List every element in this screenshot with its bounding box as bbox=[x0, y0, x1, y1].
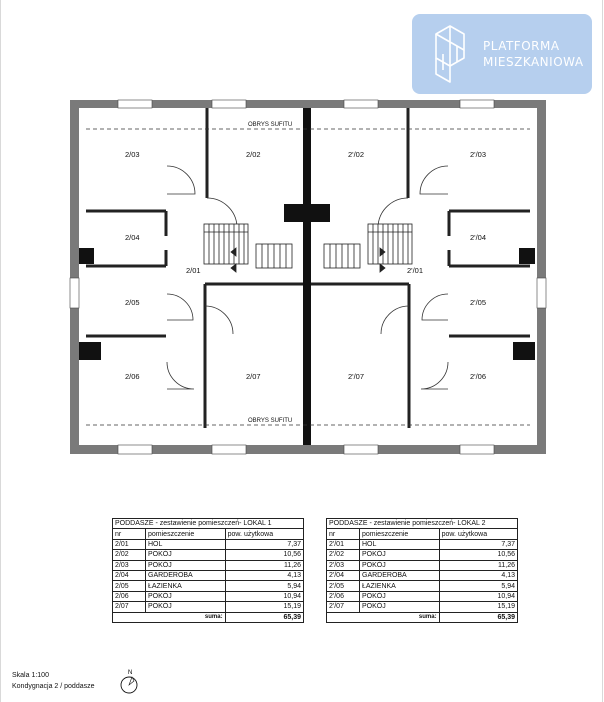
room-label: 2/04 bbox=[125, 233, 140, 242]
table-row bbox=[113, 602, 304, 612]
cell-room: ŁAZIENKA bbox=[146, 581, 226, 591]
column-header: nr bbox=[327, 529, 360, 539]
column-header: pow. użytkowa bbox=[225, 529, 303, 539]
table-row bbox=[327, 550, 518, 560]
scale-label: Skala 1:100 bbox=[12, 672, 49, 679]
table-row bbox=[113, 581, 304, 591]
ceiling-label-bottom: OBRYS SUFITU bbox=[248, 418, 293, 424]
cell-nr: 2/04 bbox=[113, 570, 146, 580]
table-row bbox=[113, 539, 304, 549]
cell-room: HOL bbox=[360, 539, 440, 549]
table-header-row bbox=[113, 529, 304, 539]
table-row bbox=[113, 550, 304, 560]
table-row bbox=[327, 602, 518, 612]
sum-label: suma: bbox=[113, 612, 226, 622]
cell-nr: 2/01 bbox=[113, 539, 146, 549]
room-label: 2'/04 bbox=[470, 233, 487, 242]
room-label: 2/07 bbox=[246, 372, 261, 381]
table-sum-row bbox=[327, 612, 518, 622]
cell-nr: 2/05 bbox=[113, 581, 146, 591]
cell-nr: 2/07 bbox=[113, 602, 146, 612]
table-row bbox=[327, 581, 518, 591]
room-label: 2/02 bbox=[246, 150, 261, 159]
table-title: PODDASZE - zestawienie pomieszczeń- LOKAL 2 bbox=[327, 519, 518, 529]
cell-area: 15,19 bbox=[439, 602, 517, 612]
cell-area: 10,94 bbox=[439, 591, 517, 601]
cell-area: 5,94 bbox=[439, 581, 517, 591]
cell-nr: 2'/03 bbox=[327, 560, 360, 570]
cell-area: 4,13 bbox=[225, 570, 303, 580]
cell-area: 11,26 bbox=[225, 560, 303, 570]
ceiling-label-top: OBRYS SUFITU bbox=[248, 122, 293, 128]
cell-room: GARDEROBA bbox=[146, 570, 226, 580]
brand-logo bbox=[412, 14, 592, 94]
cell-nr: 2'/07 bbox=[327, 602, 360, 612]
brand-line-2: MIESZKANIOWA bbox=[483, 55, 584, 69]
table-title: PODDASZE - zestawienie pomieszczeń- LOKAL 1 bbox=[113, 519, 304, 529]
cell-area: 4,13 bbox=[439, 570, 517, 580]
north-label: N bbox=[128, 670, 133, 676]
room-label: 2'/07 bbox=[348, 372, 365, 381]
cell-nr: 2/03 bbox=[113, 560, 146, 570]
cell-nr: 2'/06 bbox=[327, 591, 360, 601]
sum-value: 65,39 bbox=[225, 612, 303, 622]
cell-area: 11,26 bbox=[439, 560, 517, 570]
cell-nr: 2'/01 bbox=[327, 539, 360, 549]
column-header: pomieszczenie bbox=[146, 529, 226, 539]
table-row bbox=[327, 570, 518, 580]
cell-area: 10,56 bbox=[439, 550, 517, 560]
room-label: 2/03 bbox=[125, 150, 140, 159]
north-arrow-icon bbox=[117, 667, 143, 695]
cell-room: POKÓJ bbox=[146, 550, 226, 560]
cell-room: POKÓJ bbox=[360, 591, 440, 601]
room-schedule-lokal-2 bbox=[326, 518, 518, 623]
room-label: 2'/02 bbox=[348, 150, 365, 159]
cell-room: POKÓJ bbox=[146, 591, 226, 601]
table-row bbox=[327, 560, 518, 570]
cell-room: POKÓJ bbox=[146, 560, 226, 570]
cell-room: POKÓJ bbox=[146, 602, 226, 612]
table-sum-row bbox=[113, 612, 304, 622]
cell-area: 15,19 bbox=[225, 602, 303, 612]
logo-cube-icon bbox=[420, 14, 480, 94]
cell-nr: 2'/02 bbox=[327, 550, 360, 560]
cell-area: 7,37 bbox=[225, 539, 303, 549]
cell-area: 5,94 bbox=[225, 581, 303, 591]
column-header: pow. użytkowa bbox=[439, 529, 517, 539]
sum-value: 65,39 bbox=[439, 612, 517, 622]
cell-area: 10,94 bbox=[225, 591, 303, 601]
cell-nr: 2'/04 bbox=[327, 570, 360, 580]
table-row bbox=[113, 560, 304, 570]
room-label: 2'/06 bbox=[470, 372, 487, 381]
room-label: 2/06 bbox=[125, 372, 140, 381]
party-wall bbox=[303, 108, 311, 445]
cell-room: HOL bbox=[146, 539, 226, 549]
column-header: pomieszczenie bbox=[360, 529, 440, 539]
room-label: 2'/03 bbox=[470, 150, 487, 159]
cell-room: POKÓJ bbox=[360, 602, 440, 612]
room-label: 2'/05 bbox=[470, 298, 487, 307]
drawing-info bbox=[12, 670, 95, 692]
level-label: Kondygnacja 2 / poddasze bbox=[12, 683, 95, 690]
room-label: 2/05 bbox=[125, 298, 140, 307]
cell-area: 7,37 bbox=[439, 539, 517, 549]
room-schedule-lokal-1 bbox=[112, 518, 304, 623]
table-row bbox=[113, 591, 304, 601]
sum-label: suma: bbox=[327, 612, 440, 622]
cell-room: POKÓJ bbox=[360, 560, 440, 570]
table-row bbox=[113, 570, 304, 580]
table-header-row bbox=[327, 529, 518, 539]
cell-nr: 2/06 bbox=[113, 591, 146, 601]
cell-room: POKÓJ bbox=[360, 550, 440, 560]
table-row bbox=[327, 539, 518, 549]
brand-line-1: PLATFORMA bbox=[483, 39, 560, 53]
column-header: nr bbox=[113, 529, 146, 539]
room-label: 2'/01 bbox=[407, 266, 424, 275]
cell-room: ŁAZIENKA bbox=[360, 581, 440, 591]
cell-area: 10,56 bbox=[225, 550, 303, 560]
cell-nr: 2/02 bbox=[113, 550, 146, 560]
room-label: 2/01 bbox=[186, 266, 201, 275]
cell-nr: 2'/05 bbox=[327, 581, 360, 591]
table-row bbox=[327, 591, 518, 601]
cell-room: GARDEROBA bbox=[360, 570, 440, 580]
